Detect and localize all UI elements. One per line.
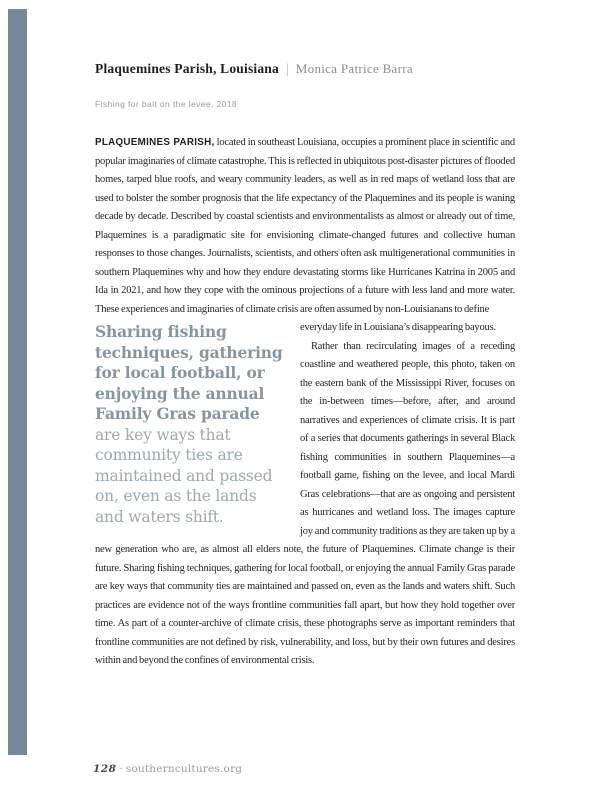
- author-name: Monica Patrice Barra: [295, 61, 413, 76]
- pull-quote-emphasis: Sharing fishing techniques, gathering for local football, or enjoying the annual Family Gras parade: [95, 322, 283, 423]
- pull-quote-rest: are key ways that community ties are maintained and passed on, even as the lands and waters shift.: [95, 425, 273, 526]
- page-number: 128: [93, 763, 117, 775]
- article-body: [95, 134, 515, 671]
- photo-caption: Fishing for bait on the levee, 2018: [95, 99, 238, 109]
- paragraph-2: Rather than recirculating images of a receding coastline and weathered people, this photo, taken on the eastern bank of the Mississippi River, focuses on the in-between times—before, after, and around narratives and experiences of climate crisis. It is part of a series that documents gatherings in several Black fishing communities in southern Plaquemines—a football game, fishing on the levee, and local Mardi Gras celebrations—that are as ongoing and persistent as hurricanes and wetland loss. The images capture joy and community traditions as they are taken up by a new generation who are, as almost all elders note, the future of Plaquemines. Climate change is their future. Sharing fishing techniques, gathering for local football, or enjoying the annual Family Gras parade are key ways that community ties are maintained and passed on, even as the lands and waters shift. Such practices are evidence not of the ways frontline communities fall apart, but how they hold together over time. As part of a counter-archive of climate crisis, these photographs serve as important reminders that frontline communities are not defined by risk, vulnerability, and loss, but by their own futures and desires within and beyond the confines of environmental crisis.: [95, 340, 515, 666]
- paragraph-1-continuation: everyday life in Louisiana’s disappearing bayous.: [300, 322, 496, 333]
- article-header: [95, 61, 519, 78]
- site-name: southerncultures.org: [125, 763, 243, 775]
- accent-bar: [8, 9, 27, 755]
- pull-quote: [95, 322, 285, 527]
- title-author-separator: |: [285, 62, 289, 77]
- paragraph-1-text: located in southeast Louisiana, occupies a prominent place in scientific and popular imaginaries of climate catastrophe. This is reflected in ubiquitous post-disaster pictures of flooded homes, tarped blue roofs, and weary community leaders, as well as in red maps of wetland loss that are used to bolster the somber prognosis that the life expectancy of the Plaquemines and its people is waning decade by decade. Described by coastal scientists and environmentalists as almost or already out of time, Plaquemines is a paradigmatic site for envisioning climate-changed futures and collective human responses to those changes. Journalists, scientists, and others often ask multigenerational communities in southern Plaquemines why and how they endure devastating storms like Hurricanes Katrina in 2005 and Ida in 2021, and how they cope with the ominous projections of a future with less land and more water. These experiences and imaginaries of climate crisis are often assumed by non-Louisianans to define: [95, 137, 515, 315]
- footer-separator: ·: [119, 763, 123, 775]
- paragraph-1: [95, 134, 515, 319]
- lead-in: PLAQUEMINES PARISH,: [95, 137, 215, 148]
- page-title: Plaquemines Parish, Louisiana: [95, 61, 279, 76]
- page-footer: [93, 763, 517, 775]
